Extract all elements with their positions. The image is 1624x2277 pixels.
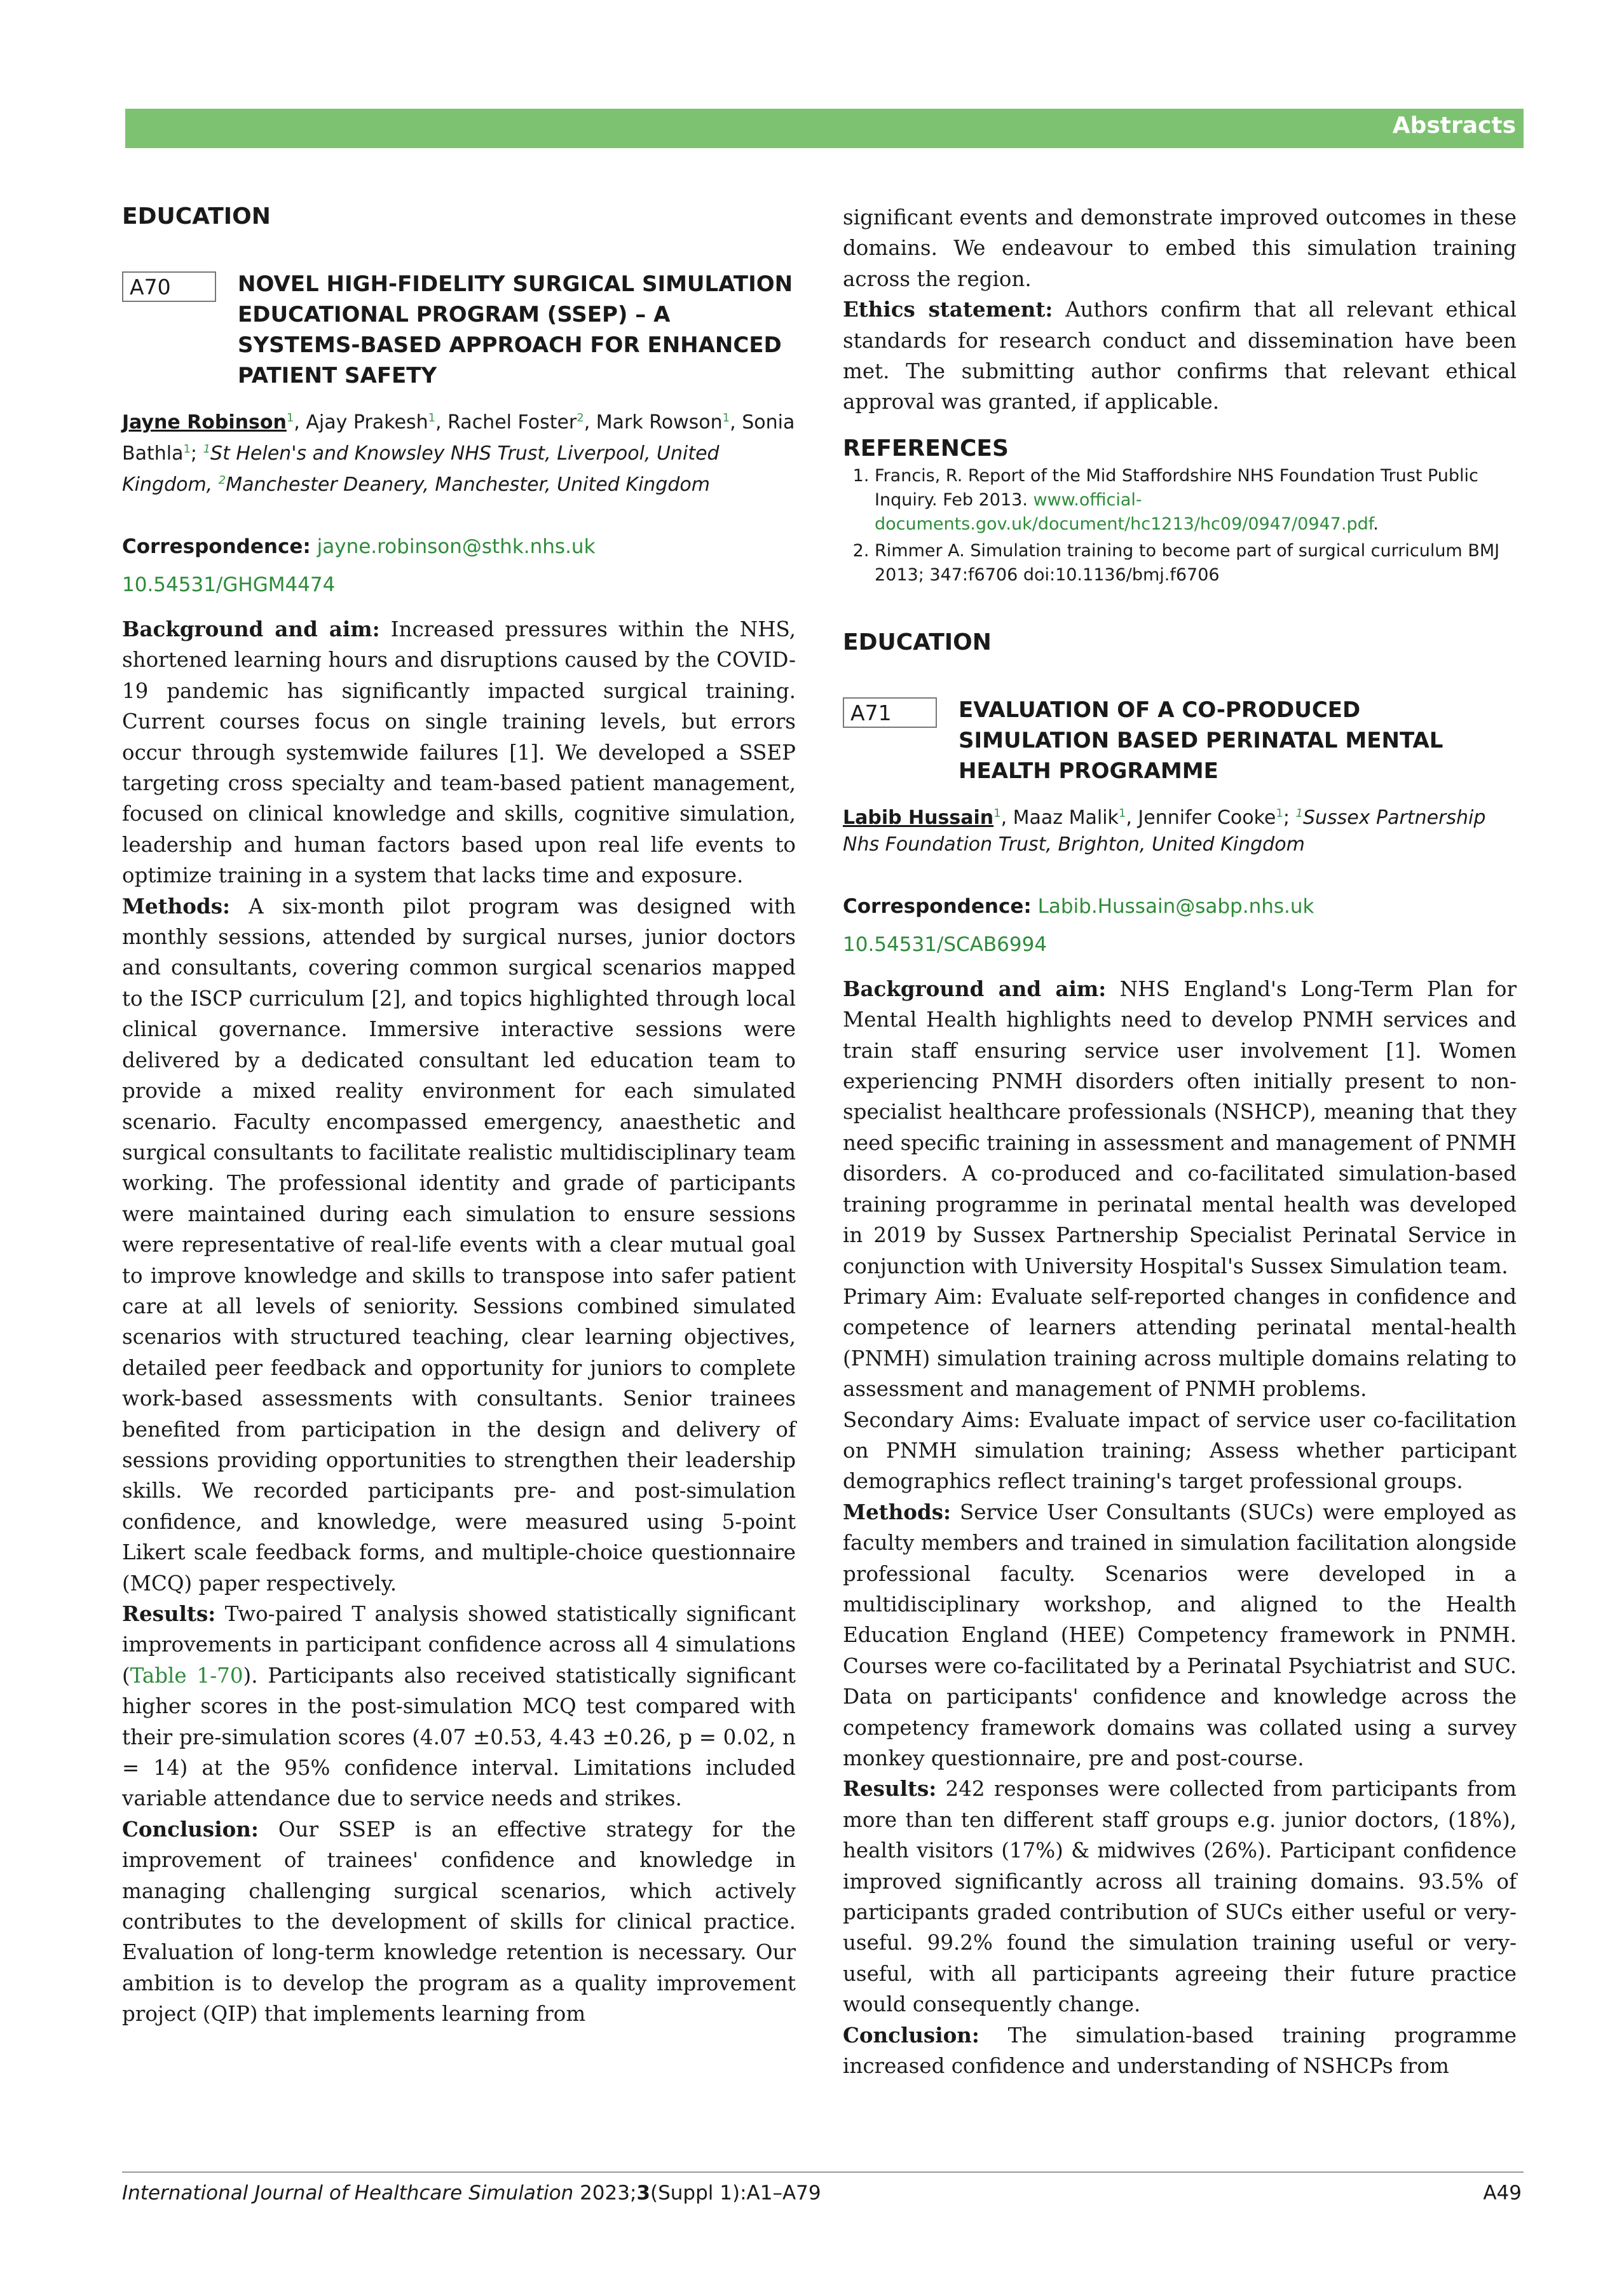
continuation-paragraph: significant events and demonstrate improved outcomes in these domains. We endeavour to embed this simulation training across the region. [843, 205, 1517, 291]
footer-citation: International Journal of Healthcare Simulation 2023;3(Suppl 1):A1–A79 [122, 2182, 821, 2205]
author: , Sonia Bathla [122, 411, 795, 465]
results-paragraph: Results: Two-paired T analysis showed statistically significant improvements in participant confidence across all 4 simulations (Table 1-70). Participants also received statistically significant higher scores in the post-simulation MCQ test compared with their pre-simulation scores (4.07 ±0.53, 4.43 ±0.26, p = 0.02, n = 14) at the 95% confidence interval. Limitations included variable attendance due to service needs and strikes. [122, 1601, 796, 1811]
background-paragraph: Background and aim: Increased pressures within the NHS, shortened learning hours and disruptions caused by the COVID-19 pandemic has significantly impacted surgical training. Current courses focus on single training levels, but errors occur through systemwide failures [1]. We developed a SSEP targeting cross specialty and team-based patient management, focused on clinical knowledge and skills, cognitive simulation, leadership and human factors based upon real life events to optimize training in a system that lacks time and exposure. [122, 617, 796, 888]
abstract-body [122, 614, 796, 2030]
abstract-header [843, 695, 1517, 786]
abstract-body [843, 974, 1517, 2082]
methods-paragraph: Methods: Service User Consultants (SUCs) were employed as faculty members and trained in simulation facilitation alongside professional faculty. Scenarios were developed in a multidisciplinary workshop, and aligned to the Health Education England (HEE) Competency framework in PNMH. Courses were co-facilitated by a Perinatal Psychiatrist and SUC. Data on participants' confidence and knowledge across the competency framework domains was collated using a survey monkey questionnaire, pre and post-course. [843, 1499, 1517, 1770]
journal-name: International Journal of Healthcare Simulation [122, 2182, 574, 2205]
author: , Mark Rowson [583, 411, 723, 434]
author: , Rachel Foster [435, 411, 577, 434]
author: , Maaz Malik [1000, 806, 1119, 829]
left-column [122, 203, 796, 2030]
lead-author: Jayne Robinson [122, 411, 287, 434]
right-column [843, 202, 1517, 2081]
page-number: A49 [1483, 2182, 1522, 2205]
author: , Ajay Prakesh [294, 411, 428, 434]
continuation-body [843, 202, 1517, 418]
reference-link[interactable]: www.official-documents.gov.uk/document/hc1213/hc09/0947/0947.pdf [875, 489, 1374, 534]
correspondence [843, 895, 1517, 918]
doi-link[interactable]: 10.54531/SCAB6994 [843, 933, 1047, 956]
primary-aim-paragraph: Primary Aim: Evaluate self-reported changes in confidence and competence of learners attending perinatal mental-health (PNMH) simulation training across multiple domains relating to assessment and management of PNMH problems. [843, 1284, 1517, 1402]
references-heading: REFERENCES [843, 435, 1009, 462]
abstract-title: EVALUATION OF A CO-PRODUCED SIMULATION BASED PERINATAL MENTAL HEALTH PROGRAMME [959, 697, 1443, 784]
abstract-header [122, 269, 796, 391]
secondary-aims-paragraph: Secondary Aims: Evaluate impact of service user co-facilitation on PNMH simulation training; Assess whether participant demographics reflect training's target professional groups. [843, 1407, 1517, 1494]
methods-paragraph: Methods: A six-month pilot program was designed with monthly sessions, attended by surgical nurses, junior doctors and consultants, covering common surgical scenarios mapped to the ISCP curriculum [2], and topics highlighted through local clinical governance. Immersive interactive sessions were delivered by a dedicated consultant led education team to provide a mixed reality environment for each simulated scenario. Faculty encompassed emergency, anaesthetic and surgical consultants to facilitate realistic multidisciplinary team working. The professional identity and grade of participants were maintained during each simulation to ensure sessions were representative of real-life events with a clear mutual goal to improve knowledge and skills to transpose into safer patient care at all levels of seniority. Sessions combined simulated scenarios with structured teaching, clear learning objectives, detailed peer feedback and opportunity for juniors to complete work-based assessments with consultants. Senior trainees benefited from participation in the design and delivery of sessions providing opportunities to strengthen their leadership skills. We recorded participants pre- and post-simulation confidence, and knowledge, were measured using 5-point Likert scale feedback forms, and multiple-choice questionnaire (MCQ) paper respectively. [122, 893, 796, 1596]
table-link[interactable]: Table 1-70 [130, 1663, 243, 1688]
author-list: Jayne Robinson$^1$, Ajay Prakesh$^1$, Rachel Foster$^2$, Mark Rowson$^1$, Sonia Bathla$^1$; $^1$St Helen's and Knowsley NHS Trust, Liverpool, United Kingdom, $^2$Manchester Deanery, Manchester, United Kingdom [122, 411, 795, 496]
results-paragraph: Results: 242 responses were collected from participants from more than ten different staff groups e.g. junior doctors, (18%), health visitors (17%) & midwives (26%). Participant confidence improved significantly across all training domains. 93.5% of participants graded contribution of SUCs either useful or very-useful. 99.2% found the simulation training useful or very-useful, with all participants agreeing their future practice would consequently change. [843, 1776, 1517, 2017]
correspondence [122, 535, 796, 558]
doi-link[interactable]: 10.54531/GHGM4474 [122, 573, 336, 596]
banner-label: Abstracts [1392, 113, 1516, 139]
conclusion-paragraph: Conclusion: Our SSEP is an effective strategy for the improvement of trainees' confidence and knowledge in managing challenging surgical scenarios, which actively contributes to the development of skills for clinical practice. Evaluation of long-term knowledge retention is necessary. Our ambition is to develop the program as a quality improvement project (QIP) that implements learning from [122, 1816, 796, 2027]
correspondence-email-link[interactable]: jayne.robinson@sthk.nhs.uk [317, 535, 596, 558]
conclusion-paragraph: Conclusion: The simulation-based training programme increased confidence and understanding of NSHCPs from [843, 2022, 1517, 2079]
correspondence-label: Correspondence: [122, 535, 311, 558]
author: , Jennifer Cooke [1126, 806, 1276, 829]
reference-item: 1. Francis, R. Report of the Mid Staffordshire NHS Foundation Trust Public Inquiry. Feb 2013. www.official-documents.gov.uk/document/hc1213/hc09/0947/0947.pdf. [875, 464, 1517, 537]
ethics-paragraph: Ethics statement: Authors confirm that all relevant ethical standards for research conduct and dissemination have been met. The submitting author confirms that relevant ethical approval was granted, if applicable. [843, 297, 1517, 414]
affiliation: $^1$Sussex Partnership Nhs Foundation Trust, Brighton, United Kingdom [843, 806, 1486, 856]
lead-author: Labib Hussain [843, 806, 994, 829]
correspondence-label: Correspondence: [843, 894, 1032, 918]
affiliation: $^1$St Helen's and Knowsley NHS Trust, Liverpool, United Kingdom, $^2$Manchester Deanery, Manchester, United Kingdom [122, 442, 720, 496]
correspondence-email-link[interactable]: Labib.Hussain@sabp.nhs.uk [1037, 894, 1314, 918]
author-list: Labib Hussain$^1$, Maaz Malik$^1$, Jennifer Cooke$^1$; $^1$Sussex Partnership Nhs Foundation Trust, Brighton, United Kingdom [843, 806, 1486, 856]
section-banner [125, 109, 1524, 148]
section-heading: EDUCATION [843, 629, 992, 655]
abstract-id: A70 [122, 271, 216, 302]
section-heading: EDUCATION [122, 203, 271, 229]
abstract-title: NOVEL HIGH-FIDELITY SURGICAL SIMULATION EDUCATIONAL PROGRAM (SSEP) – A SYSTEMS-BASED APPROACH FOR ENHANCED PATIENT SAFETY [238, 271, 793, 388]
reference-item: 2. Rimmer A. Simulation training to become part of surgical curriculum BMJ 2013; 347:f6706 doi:10.1136/bmj.f6706 [875, 539, 1517, 587]
footer-divider [122, 2171, 1524, 2173]
abstract-id: A71 [843, 697, 937, 728]
background-paragraph: Background and aim: NHS England's Long-Term Plan for Mental Health highlights need to develop PNMH services and train staff ensuring service user involvement [1]. Women experiencing PNMH disorders often initially present to non-specialist healthcare professionals (NSHCP), meaning that they need specific training in assessment and management of PNMH disorders. A co-produced and co-facilitated simulation-based training programme in perinatal mental health was developed in 2019 by Sussex Partnership Specialist Perinatal Service in conjunction with University Hospital's Sussex Simulation team. [843, 976, 1517, 1278]
reference-list [843, 464, 1517, 587]
